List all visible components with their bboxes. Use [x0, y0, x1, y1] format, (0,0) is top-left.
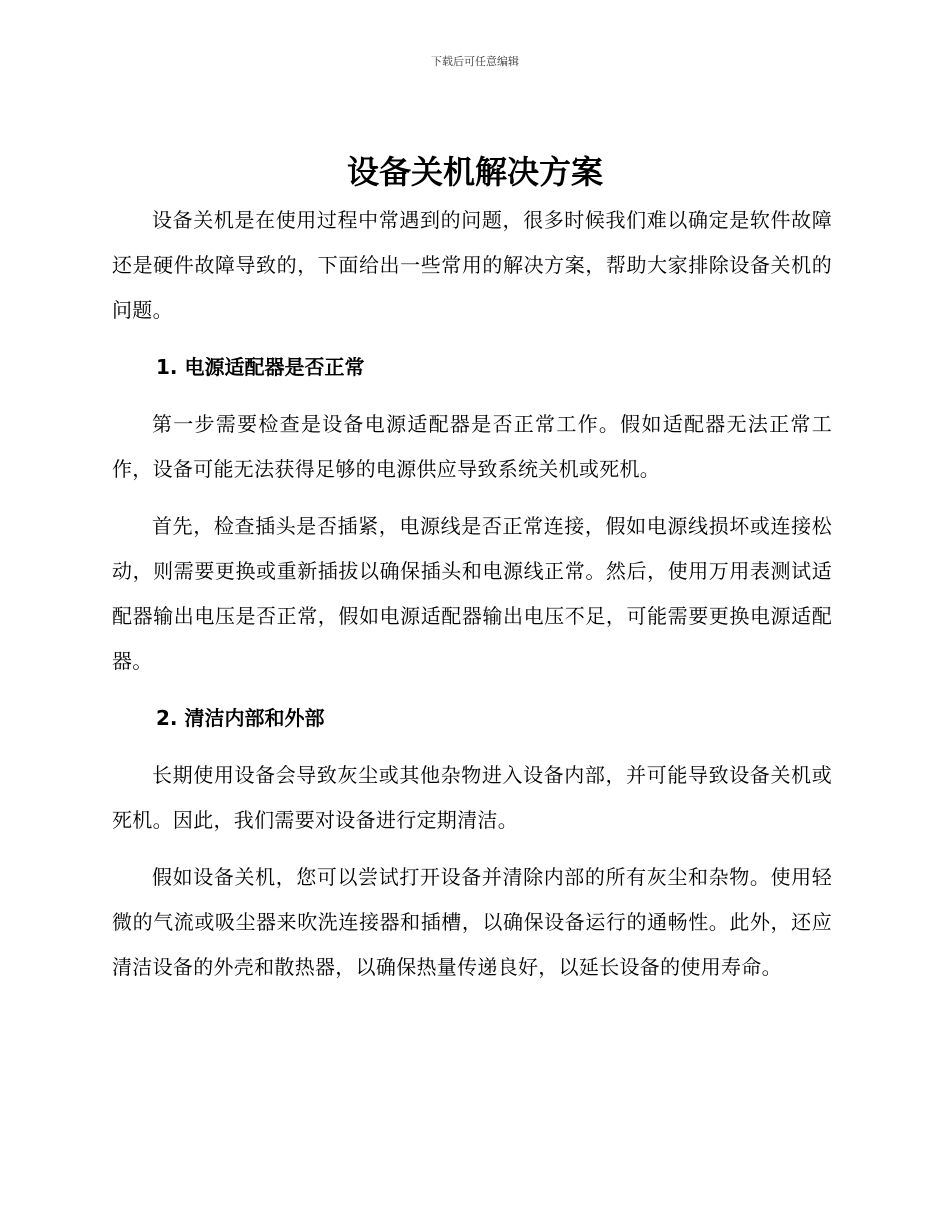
page-header-note: 下载后可任意编辑 — [431, 55, 519, 68]
section-heading-power-adapter: 1. 电源适配器是否正常 — [156, 355, 365, 379]
power-adapter-paragraph-2: 首先，检查插头是否插紧，电源线是否正常连接，假如电源线损坏或连接松动，则需要更换或重新插拔以确保插头和电源线正常。然后，使用万用表测试适配器输出电压是否正常，假如电源适配器输出电压不足，可能需要更换电源适配器。 — [112, 514, 832, 673]
section-heading-cleaning: 2. 清洁内部和外部 — [156, 706, 325, 730]
cleaning-paragraph-2: 假如设备关机，您可以尝试打开设备并清除内部的所有灰尘和杂物。使用轻微的气流或吸尘器来吹洗连接器和插槽，以确保设备运行的通畅性。此外，还应清洁设备的外壳和散热器，以确保热量传递良好，以延长设备的使用寿命。 — [112, 865, 832, 979]
document-title: 设备关机解决方案 — [346, 153, 603, 191]
intro-paragraph: 设备关机是在使用过程中常遇到的问题，很多时候我们难以确定是软件故障还是硬件故障导致的，下面给出一些常用的解决方案，帮助大家排除设备关机的问题。 — [112, 208, 832, 322]
document-body — [112, 198, 832, 990]
cleaning-paragraph-1: 长期使用设备会导致灰尘或其他杂物进入设备内部，并可能导致设备关机或死机。因此，我们需要对设备进行定期清洁。 — [112, 763, 832, 832]
power-adapter-paragraph-1: 第一步需要检查是设备电源适配器是否正常工作。假如适配器无法正常工作，设备可能无法获得足够的电源供应导致系统关机或死机。 — [112, 412, 832, 481]
